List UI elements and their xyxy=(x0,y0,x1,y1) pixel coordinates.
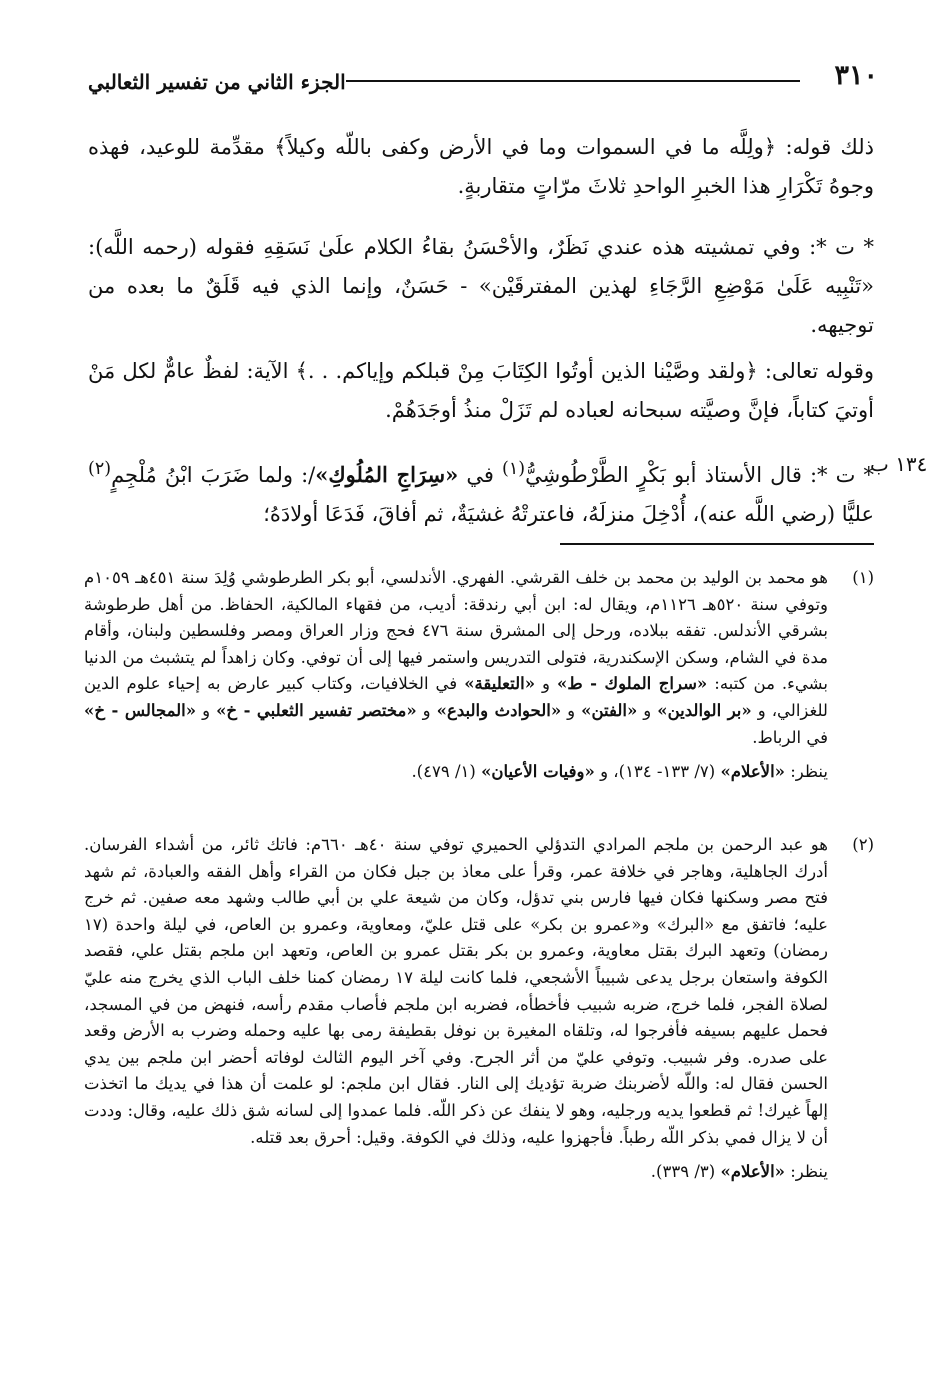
body-paragraph-1: ذلك قوله: ﴿ولِلَّه ما في السموات وما في الأرض وكفى باللّه وكيلاً﴾ مقدِّمة للوعيد، فهذه وجوهُ تَكْرَارِ هذا الخبرِ الواحدِ ثلاثَ مرّاتٍ متقاربةٍ. xyxy=(88,135,874,198)
body-paragraph-3: وقوله تعالى: ﴿ولقد وصَّيْنا الذين أوتُوا الكِتَابَ مِنْ قبلكم وإياكم. . .﴾ الآية: لفظٌ عامٌّ لكل مَنْ أوتيَ كتاباً، فإنَّ وصيَّته سبحانه لعباده لم تَزَلْ منذُ أوجَدَهُمْ. xyxy=(88,359,874,422)
page-number: ٣١٠ xyxy=(834,60,878,91)
book-title-siraj: «سِرَاجِ المُلُوكِ» xyxy=(315,462,459,487)
page-header xyxy=(88,58,878,104)
footnote-1 xyxy=(84,565,874,786)
footnote-number: (٢) xyxy=(852,835,874,854)
footnote-text: في الرباط. xyxy=(752,727,828,747)
footnote-number: (١) xyxy=(852,568,874,587)
footnote-reference: ينظر: «الأعلام» (٧/ ١٣٣- ١٣٤)، و «وفيات الأعيان» (١/ ٤٧٩). xyxy=(411,762,828,782)
footnote-ref-2[interactable]: (٢) xyxy=(88,459,112,479)
p4-text-start: * ت *: قال الأستاذ أبو بَكْرٍ الطَّرْطُوشِيُّ xyxy=(525,463,874,487)
book-title: «الفتن» xyxy=(581,700,638,720)
footnote-ref-1[interactable]: (١) xyxy=(502,459,526,479)
footnote-text: في الخلافيات، وكتاب كبير عارض به إحياء علوم الدين للغزالي، و xyxy=(84,674,828,720)
running-title: الجزء الثاني من تفسير الثعالبي xyxy=(88,70,346,94)
footnote-body xyxy=(84,565,828,786)
footnote-2 xyxy=(84,832,874,1186)
footnote-text: و xyxy=(637,700,658,720)
book-title: «المجالس - خ» xyxy=(84,700,197,720)
footnote-text: و xyxy=(196,700,217,720)
p4-text-in: في xyxy=(458,463,502,487)
footnote-text: و xyxy=(535,674,558,694)
body-paragraph-4 xyxy=(88,450,874,534)
book-title: «بر الوالدين» xyxy=(657,700,752,720)
header-rule xyxy=(346,80,800,82)
footnote-reference: ينظر: «الأعلام» (٣/ ٣٣٩). xyxy=(650,1162,828,1182)
body-paragraph-2: * ت *: وفي تمشيته هذه عندي نَظَرٌ، والأحْسَنُ بقاءُ الكلام علَىٰ نَسَقِهِ فقوله (رحمه اللَّه): «تَنْبِيه عَلَىٰ مَوْضِعِ الرَّجَاءِ لهذين المفترقَيْن» - حَسَنٌ، وإنما الذي فيه قَلَقٌ ما بعده من توجيهه. xyxy=(88,235,875,337)
footnote-separator xyxy=(560,543,874,545)
p4-text-mid: /: ولما ضَرَبَ ابْنُ مُلْجِمٍ xyxy=(111,463,316,487)
manuscript-folio-note: ١٣٤ ب xyxy=(870,452,928,476)
footnote-text: و xyxy=(561,700,582,720)
footnote-body xyxy=(84,832,828,1186)
book-title: «التعليقة» xyxy=(464,674,536,694)
footnote-text: و xyxy=(416,700,437,720)
footnote-text: هو محمد بن الوليد بن محمد بن خلف القرشي. الفهري. الأندلسي، أبو بكر الطرطوشي وُلِدَ سنة ٤٥١هـ ١٠٥٩م وتوفي سنة ٥٢٠هـ ١١٢٦م، ويقال له: ابن أبي رندقة: أديب، من فقهاء المالكية، الحفاظ. من أهل طرطوشة بشرقي الأندلس. تفقه ببلاده، ورحل إلى المشرق سنة ٤٧٦ فحج وزار العراق ومصر وفلسطين ولبنان، وأقام مدة في الشام، وسكن الإسكندرية، فتولى التدريس واستمر فيها إلى أن توفي. وكان زاهداً لم يتشبث من الدنيا بشيء. من كتبه: xyxy=(84,568,829,694)
book-title: «مختصر تفسير الثعلبي - خ» xyxy=(216,700,417,720)
book-title: «سراج الملوك - ط» xyxy=(557,674,708,694)
footnote-text: هو عبد الرحمن بن ملجم المرادي التدؤلي الحميري توفي سنة ٤٠هـ ٦٦٠م: فاتك ثائر، من أشداء الفرسان. أدرك الجاهلية، وهاجر في خلافة عمر، وقرأ على معاذ بن جبل فكان من القراء وأهل الفقه والعبادة، ثم شهد فتح مصر وسكنها فكان فيها فارس بني تدؤل، وكان من شيعة علي بن أبي طالب وشهد معه صفين. ثم خرج عليه؛ فاتفق مع «البرك» و«عمرو بن بكر» على قتل عليّ، ومعاوية، وعمرو بن العاص، في ليلة واحدة (١٧ رمضان) وتعهد البرك بقتل معاوية، وعمرو بن بكر بقتل عمرو بن العاص، وتعهد ابن ملجم بقتل علي، فقصد الكوفة واستعان برجل يدعى شبيباً الأشجعي، فلما كانت ليلة ١٧ رمضان كمنا خلف الباب الذي يخرج منه عليّ لصلاة الفجر، فلما خرج، ضربه شبيب فأخطأه، فضربه ابن ملجم فأصاب مقدم رأسه، فنهض من في المسجد، فحمل عليهم بسيفه فأفرجوا له، وتلقاه المغيرة بن نوفل بقطيفة رمى بها عليه وحمله وضرب به الأرض وقعد على صدره. وفر شبيب. وتوفي عليّ من أثر الجرح. وفي آخر اليوم الثالث لوفاته أحضر ابن ملجم بين يدي الحسن فقال له: واللّه لأضربنك ضربة تؤديك إلى النار. فقال ابن ملجم: لو علمت أن هذا في يديك ما اتخذت إلهاً غيرك! ثم قطعوا يديه ورجليه، وهو لا ينفك عن ذكر اللّه. فلما عمدوا إلى لسانه شق ذلك عليه، وقال: وددت أن لا يزال فمي بذكر اللّه رطباً. فأجهزوا عليه، وذلك في الكوفة. وقيل: أحرق بعد قتله. xyxy=(84,835,828,1147)
p4-text-end: عليًّا (رضي اللَّه عنه)، أُدْخِلَ منزلَهُ، فاعترتْهُ غشيَةٌ، ثم أفاقَ، فَدَعَا أولادَهُ؛ xyxy=(263,502,874,526)
book-title: «الحوادث والبدع» xyxy=(436,700,562,720)
